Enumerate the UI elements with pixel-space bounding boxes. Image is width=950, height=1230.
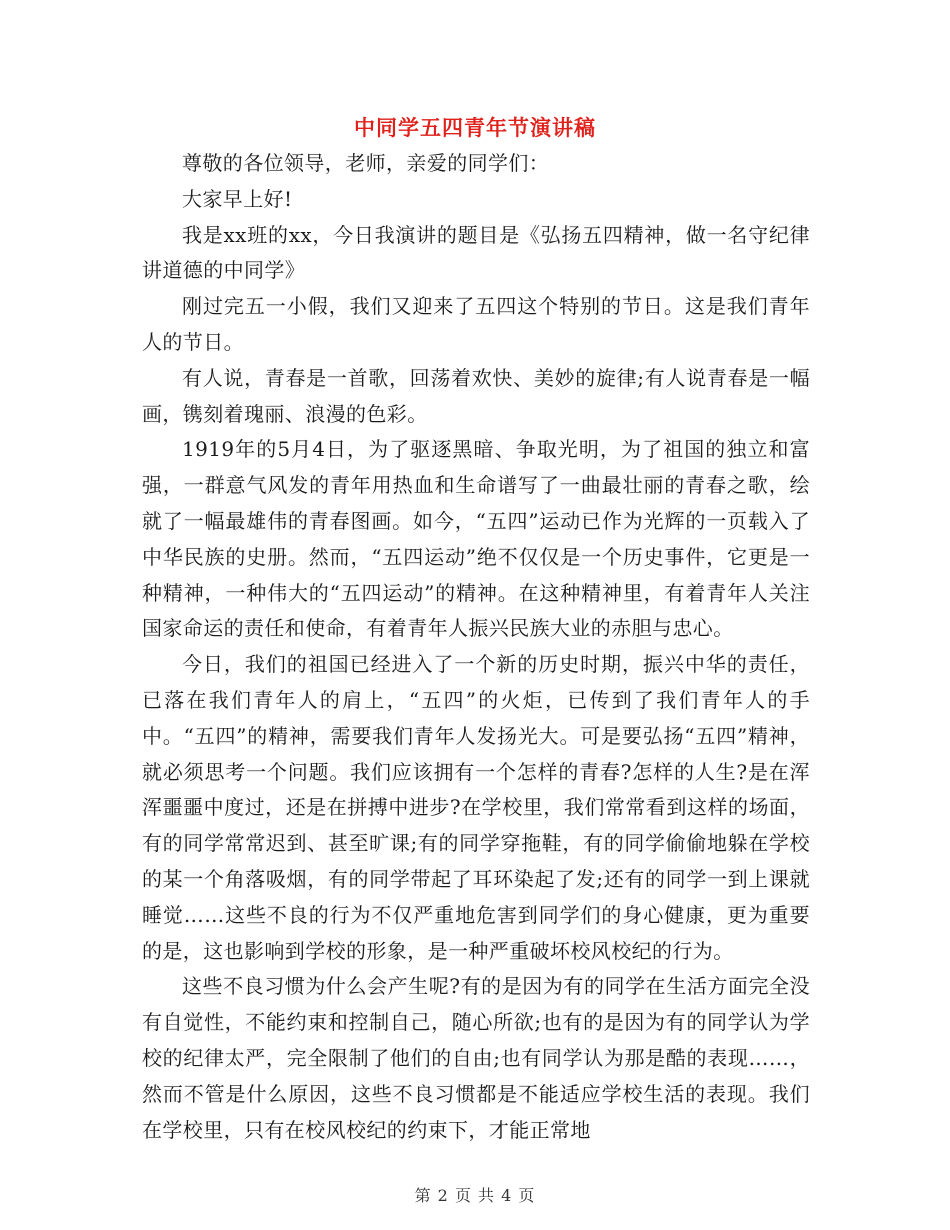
paragraph-greeting: 大家早上好! [182, 186, 293, 211]
paragraph-youth: 有人说，青春是一首歌，回荡着欢快、美妙的旋律;有人说青春是一幅画，镌刻着瑰丽、浪漫的色彩。 [142, 365, 810, 426]
paragraph-history: 1919年的5月4日，为了驱逐黑暗、争取光明，为了祖国的独立和富强，一群意气风发的青年用热血和生命谱写了一曲最壮丽的青春之歌，绘就了一幅最雄伟的青春图画。如今，“五四”运动已作为光辉的一页载入了中华民族的史册。然而，“五四运动”绝不仅仅是一个历史事件，它更是一种精神，一种伟大的“五四运动”的精神。在这种精神里，有着青年人关注国家命运的责任和使命，有着青年人振兴民族大业的赤胆与忠心。 [142, 437, 810, 641]
paragraph-habits: 这些不良习惯为什么会产生呢?有的是因为有的同学在生活方面完全没有自觉性，不能约束和控制自己，随心所欲;也有的是因为有的同学认为学校的纪律太严，完全限制了他们的自由;也有同学认为那是酷的表现……，然而不管是什么原因，这些不良习惯都是不能适应学校生活的表现。我们在学校里，只有在校风校纪的约束下，才能正常地 [142, 974, 810, 1142]
paragraph-intro: 我是xx班的xx，今日我演讲的题目是《弘扬五四精神，做一名守纪律讲道德的中同学》 [142, 222, 810, 283]
paragraph-salutation: 尊敬的各位领导，老师，亲爱的同学们： [182, 151, 550, 175]
page-footer: 第 2 页 共 4 页 [414, 1186, 536, 1205]
paragraph-holiday: 刚过完五一小假，我们又迎来了五四这个特别的节日。这是我们青年人的节日。 [142, 294, 810, 354]
paragraph-today: 今日，我们的祖国已经进入了一个新的历史时期，振兴中华的责任，已落在我们青年人的肩上，“五四”的火炬，已传到了我们青年人的手中。“五四”的精神，需要我们青年人发扬光大。可是要弘扬“五四”精神，就必须思考一个问题。我们应该拥有一个怎样的青春?怎样的人生?是在浑浑噩噩中度过，还是在拼搏中进步?在学校里，我们常常看到这样的场面，有的同学常常迟到、甚至旷课;有的同学穿拖鞋，有的同学偷偷地躲在学校的某一个角落吸烟，有的同学带起了耳环染起了发;还有的同学一到上课就睡觉……这些不良的行为不仅严重地危害到同学们的身心健康，更为重要的是，这也影响到学校的形象，是一种严重破坏校风校纪的行为。 [142, 652, 810, 963]
document-body [142, 146, 810, 1148]
document-title: 中同学五四青年节演讲稿 [354, 116, 596, 140]
